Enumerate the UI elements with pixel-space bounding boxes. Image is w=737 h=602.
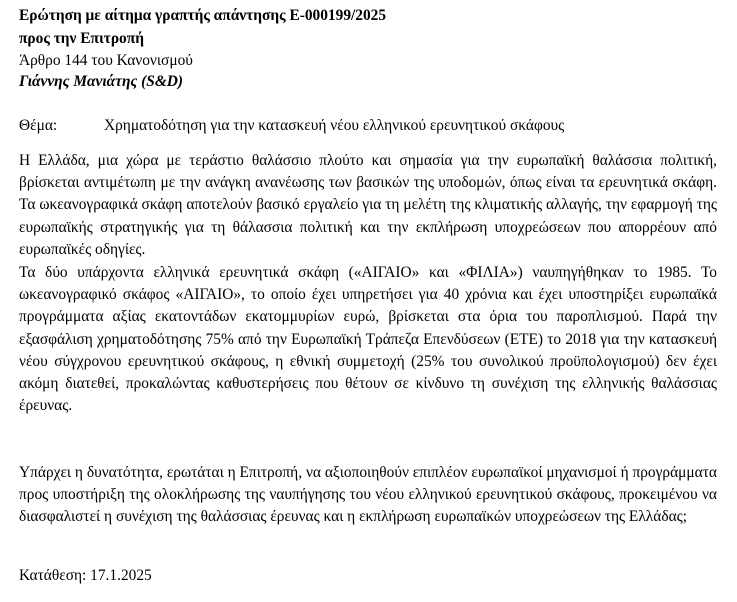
body-paragraph-2: Τα δύο υπάρχοντα ελληνικά ερευνητικά σκάφη («ΑΙΓΑΙΟ» και «ΦΙΛΙΑ») ναυπηγήθηκαν το 1985. Το ωκεανογραφικό σκάφος «ΑΙΓΑΙΟ», το οποίο έχει υπηρετήσει για 40 χρόνια και έχει υποστηρίξει ευρωπαϊκά προγράμματα αξίας εκατοντάδων εκατομμυρίων ευρώ, βρίσκεται στα όρια του παροπλισμού. Παρά την εξασφάλιση χρηματοδότησης 75% από την Ευρωπαϊκή Τράπεζα Επενδύσεων (ΕΤΕ) το 2018 για την κατασκευή νέου σύγχρονου ερευνητικού σκάφους, η εθνική συμμετοχή (25% του συνολικού προϋπολογισμού) δεν έχει ακόμη διατεθεί, προκαλώντας καθυστερήσεις που θέτουν σε κίνδυνο τη συνέχιση της ελληνικής θαλάσσιας έρευνας. [19,264,717,415]
body-paragraph-1: Η Ελλάδα, μια χώρα με τεράστιο θαλάσσιο πλούτο και σημασία για την ευρωπαϊκή θαλάσσια πολιτική, βρίσκεται αντιμέτωπη με την ανάγκη ανανέωσης των βασικών της υποδομών, όπως είναι τα ερευνητικά σκάφη. Τα ωκεανογραφικά σκάφη αποτελούν βασικό εργαλείο για τη μελέτη της κλιματικής αλλαγής, την εφαρμογή της ευρωπαϊκής στρατηγικής για τη θάλασσια πολιτική και την εκπλήρωση υποχρεώσεων που απορρέουν από ευρωπαϊκές οδηγίες. [19,152,717,258]
rule-line: Άρθρο 144 του Κανονισμού [19,52,193,69]
subject-label: Θέμα: [19,117,58,134]
author-line: Γιάννης Μανιάτης (S&D) [19,73,184,90]
question-title: Ερώτηση με αίτημα γραπτής απάντησης E-000199/2025 [19,7,387,24]
submission-date: Κατάθεση: 17.1.2025 [19,567,152,584]
addressee-line: προς την Επιτροπή [19,30,144,47]
body-paragraph-3: Υπάρχει η δυνατότητα, ερωτάται η Επιτροπή, να αξιοποιηθούν επιπλέον ευρωπαϊκοί μηχανισμοί ή προγράμματα προς υποστήριξη της ολοκλήρωσης της ναυπήγησης του νέου ελληνικού ερευνητικού σκάφους, προκειμένου να διασφαλιστεί η συνέχιση της θαλάσσιας έρευνας και η εκπλήρωση ευρωπαϊκών υποχρεώσεων της Ελλάδας; [19,464,717,526]
subject-text: Χρηματοδότηση για την κατασκευή νέου ελληνικού ερευνητικού σκάφους [104,117,565,134]
